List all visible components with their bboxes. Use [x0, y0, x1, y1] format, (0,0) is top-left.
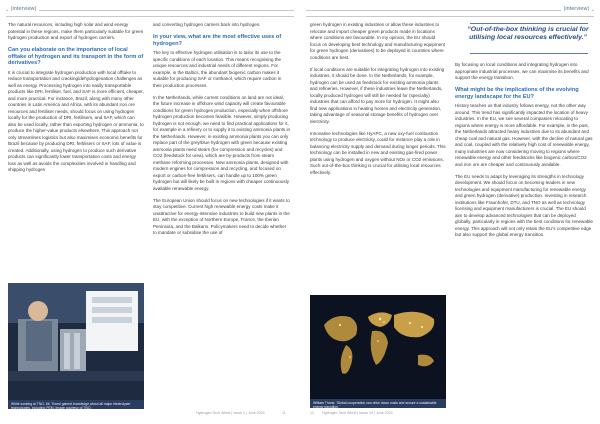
footer-right-page: 12 [310, 411, 314, 415]
col3-p2: If local conditions are suitable for integrating hydrogen into existing industries, it should be done. In the Netherlands, for example, hydrogen can be used as feedstock for existing ammonia plants and refineries. However, if these industries leave the Netherlands, locally produced hydrogen will still be needed for (specialty) industries that can afford to pay more for hydrogen. It might also find new applications in heating homes and electricity generation, taking advantage of seasonal storage benefits of hydrogen over electricity. [310, 66, 445, 124]
footer-left-page: 11 [282, 411, 286, 415]
column-1 [8, 22, 144, 179]
col1-body: It is crucial to integrate hydrogen production with local offtake to reduce transportation and cracking/dehydrogenation challenges as well as energy. Processing hydrogen into easily transportable products like DRI, fertiliser, fuel, and SAF is more efficient, cheaper, and more practical. For instance, Brazil, along with many other countries in Latin America and Africa, with its abundant iron ore resources and fertiliser needs, should focus on using hydrogen locally for the production of DRI, fertilisers, and SAF, which can also be used locally, rather than exporting hydrogen or ammonia, to produce the higher-value products elsewhere. This approach not only streamlines logistics but also maximises economic benefits for Brazil because by producing DRI, fertilisers or SAF, lots of value is created. Additionally, using hydrogen to produce such derivative products can significantly lower transportation costs and energy loss as well as avoids the complexities involved in handling and shipping hydrogen [8, 69, 144, 172]
header-rule-left [6, 10, 294, 17]
quote-rule-bottom [470, 53, 588, 54]
map-photo-caption: William Thorsi: 'Global cooperation can drive down costs and secure a sustainable energy transition.' [310, 399, 446, 408]
col2-heading: In your view, what are the most effective uses of hydrogen? [153, 34, 282, 47]
header-label-right: |interview| [561, 6, 592, 13]
col1-intro: The natural resources, including high solar and wind energy potential in these regions, make them particularly suitable for green hydrogen production and export of hydrogen carriers. [8, 22, 144, 40]
footer-right: Hydrogen Tech World | Issue 14 | June 2024 [322, 411, 393, 415]
lab-equipment-photo [8, 283, 144, 400]
column-3 [310, 22, 446, 182]
footer-left: Hydrogen Tech World | Issue 1 | June 2024 [196, 411, 265, 415]
col4-p3: The EU needs to adapt by leveraging its strengths in technology development. We should focus on becoming leaders in new technologies and equipment manufacturing for renewable energy and green hydrogen (derivative) production. Investing in research institutions like Fraunhofer, DTU, and TNO as well as technology licensing and equipment manufacturers is crucial. The EU should aim to develop advanced technologies that can be deployed globally, particularly in regions with the best conditions for renewable energy. This approach will not only retain the EU's competitive edge but also support the global energy transition. [455, 173, 593, 237]
col2-p2: In the Netherlands, while current conditions on land are not ideal, the future increase in offshore wind capacity will create favourable conditions for green hydrogen production, especially when offshore hydrogen production becomes feasible. However, simply producing hydrogen is not enough; we need to find practical applications for it, for example in a refinery or to supply it to existing ammonia plants in the Netherlands. However, in existing ammonia plants you can only replace part of the grey/blue hydrogen with green because existing ammonia plants need steam (for compression and recycles) and CO2 (feedstock for urea), which are by-products from steam methane reforming processes. New ammonia plants, designed with modern engines for compression and recycling, and focused on export or carbon-free fertilisers, can handle up to 100% green hydrogen but will likely be built in regions with cheaper continuously available renewable energy. [153, 94, 290, 191]
col3-p1: green hydrogen in existing industries or allow these industries to relocate and import cheaper green products made in locations where conditions are favourable. In my opinion, the EU should focus on developing best technology and manufacturing equipment for green hydrogen (derivatives) to be deployed in countries where conditions are best. [310, 22, 445, 60]
col2-intro: and converting hydrogen carriers back into hydrogen. [153, 22, 261, 27]
col1-heading: Can you elaborate on the importance of local offtake of hydrogen and its transport in the form of derivatives? [8, 47, 144, 66]
col4-p2: History teaches us that industry follows energy, not the other way around. This trend has significantly impacted the location of heavy industries. In the EU, we see several companies relocating to regions where energy is more affordable. For example, in the past, the Netherlands attracted heavy industries due to its abundant and cheap coal and natural gas. However, with the decline of natural gas and coal, coupled with the relatively high cost of renewable energy, many industries are now considering moving to regions where renewable energy and other feedstocks like biogenic carbon/CO2 and iron ore are cheaper and continuously available. [455, 103, 593, 167]
header-label-left: |interview| [8, 6, 39, 13]
col3-p3: Innovative technologies like HyAPC, a new oxy-fuel combustion technology to produce electricity, could for instance play a role in balancing electricity supply and demand during longer periods. This technology can be installed in new and existing gas-fired power plants using hydrogen and oxygen without NOx or CO2 emissions. Such out-of-the-box thinking is crucial for utilising local resources effectively. [310, 130, 446, 175]
column-4 [455, 62, 593, 244]
lab-equipment-illustration [8, 283, 144, 400]
col2-p3: The European Union should focus on new technologies if it wants to stay competitive. Current high renewable energy costs make it unattractive for energy-intensive industries to build new plants in the EU, with the exception of Northern Europe, France, the Iberian Peninsula, and the Balkans. Policymakers need to decide whether to mandate or subsidise the use of [153, 197, 290, 235]
quote-rule-top [470, 23, 588, 24]
pull-quote: “Out-of-the-box thinking is crucial for utilising local resources effectively.” [467, 26, 589, 41]
col2-p1: The key to effective hydrogen utilisation is to tailor its use to the specific conditions of each location. This means recognising the unique resources and industrial needs of different regions. For example, in the Baltics, the abundant biogenic carbon makes it suitable for producing SAF or methanol, which require carbon in their production processes. [153, 50, 282, 88]
column-2 [153, 22, 291, 242]
lab-photo-caption: While working at TNO, Mr. Thorsi gained knowledge about all major electrolyser technologies, including PEM. Image courtesy of TNO. [8, 400, 144, 409]
col4-heading: What might be the implications of the evolving energy landscape for the EU? [455, 87, 579, 100]
header-rule-right [306, 10, 594, 17]
world-map-photo [310, 295, 446, 399]
col4-p1: By focusing on local conditions and integrating hydrogen into appropriate industrial processes, we can maximise its benefits and support the energy transition. [455, 62, 589, 80]
world-map-illustration [310, 295, 446, 399]
